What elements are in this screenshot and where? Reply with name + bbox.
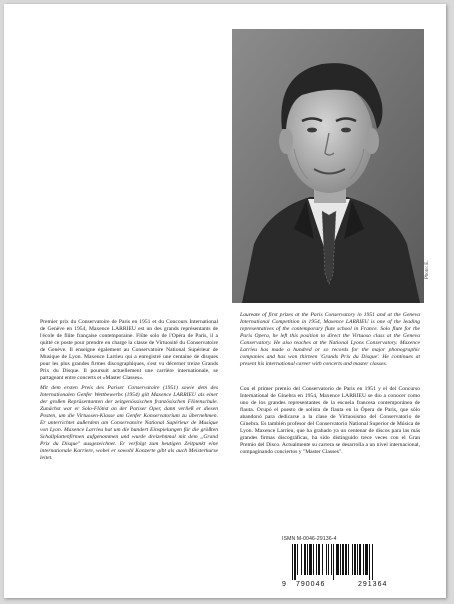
photo-credit: Photo: E. (425, 260, 430, 279)
barcode-bar (333, 544, 334, 580)
barcode-right-digits: 291364 (358, 581, 388, 588)
barcode-bar (369, 544, 370, 580)
barcode-lead-digit: 9 (282, 581, 286, 588)
barcode-bar (359, 544, 361, 575)
back-cover-page (4, 4, 446, 598)
biography-spanish: Con el primer premio del Conservatorio de Paris en 1951 y el del Concurso International de Ginebra en 1954, Maxence LARRIEU se dio a conocer como uno de los grandes representantes de la escuela francesa contemporánea de flauta. Ocupó el puesto de solista de flauta en la Ópera de Paris, que sólo abandonó para dedicarse a la clase de Virtuosismo del Conservatorio de Ginebra. Es también profesor del Conservatorio National Superior de Música de Lyon. Maxence Larrieu, que ha grabado ya un centenar de discos para las más grandes firmas discográficas, ha sido distinguido trece veces con el Gran Premio del Disco. Actualmente su carrera se desarrolla a un nivel internacional, compaginando conciertos y "Master Classes". (240, 386, 420, 455)
barcode-bar (345, 544, 347, 575)
barcode-bar (304, 544, 306, 575)
barcode-bar (326, 544, 327, 575)
barcode-bar (297, 544, 298, 575)
biography-german: Mit dem ersten Preis des Pariser Conservatoire (1951) sowie dem des Internationalen Genfer Wettbewerbs (1954) gilt Maxence LARRIEU als einer der großen Repräsentanten der zeitgenössischen französischen Flötenschule. Zunächst war er Solo-Flötist an der Pariser Oper, dann verließ er diesen Posten, um die Virtuosen-Klasse am Genfer Konservatorium zu übernehmen. Er unterrichtet außerdem am Conservatoire National Supérieur de Musique von Lyon. Maxence Larrieu hat um die hundert Einspielungen für die größten Schallplattenfirmen aufgenommen und wurde dreizehnmal mit dem „Grand Prix du Disque" ausgezeichnet. Er verfolgt zum heutigen Zeitpunkt eine internationale Karriere, wobei er sowohl Konzerte gibt als auch Meisterkurse leitet. (40, 385, 218, 461)
barcode-left-digits: 790046 (296, 581, 326, 588)
barcode (282, 544, 418, 588)
barcode-bar (301, 544, 302, 575)
barcode-bar (309, 544, 312, 575)
barcode-bar (372, 544, 373, 580)
biography-french: Premier prix du Conservatoire de Paris en 1951 et du Concours International de Genève en 1954, Maxence LARRIEU est un des grands représentants de l'école de flûte française contemporaine. Flûte solo de l'Opéra de Paris, il a quitté ce poste pour prendre en charge la classe de Virtuosité du Conservatoire de Genève. Il enseigne également au Conservatoire National Supérieur de Musique de Lyon. Maxence Larrieu qui a enregistré une centaine de disques pour les plus grandes firmes discographiques, s'est vu décerner treize Grands Prix du Disque. Il poursuit actuellement une carrière internationale, se partageant entre concerts et «Master Classes». (40, 319, 218, 381)
barcode-bar (340, 544, 341, 575)
barcode-bar (313, 544, 314, 575)
barcode-bar (352, 544, 353, 575)
barcode-bar (331, 544, 332, 575)
barcode-bar (342, 544, 344, 575)
barcode-bar (318, 544, 320, 575)
ismn-number: ISMN M-0046-29136-4 (282, 536, 337, 542)
biography-english: Laureate of first prizes at the Paris Conservatory in 1951 and at the Geneva International Competition in 1954, Maxence LARRIEU is one of the leading representatives of the contemporary flute school in France. Solo flute for the Paris Opera, he left this position to direct the Virtuoso class at the Geneva Conservatory. He also teaches at the National Lyons Conservatory. Maxence Larrieu has made a hundred or so records for the major phonographic companies and has won thirteen 'Grands Prix du Disque'. He continues at present his international career with concerts and master classes. (240, 312, 420, 367)
portrait-illustration (232, 29, 424, 303)
barcode-bar (292, 544, 293, 580)
portrait-photo (232, 29, 424, 303)
barcode-bar (354, 544, 356, 575)
barcode-bar (294, 544, 296, 580)
barcode-bar (322, 544, 323, 575)
barcode-bars (282, 544, 418, 580)
barcode-bar (316, 544, 317, 575)
barcode-bar (336, 544, 339, 575)
barcode-bar (365, 544, 368, 575)
barcode-bar (357, 544, 358, 575)
barcode-bar (307, 544, 308, 575)
barcode-bar (363, 544, 364, 575)
barcode-bar (328, 544, 329, 575)
barcode-bar (348, 544, 349, 575)
